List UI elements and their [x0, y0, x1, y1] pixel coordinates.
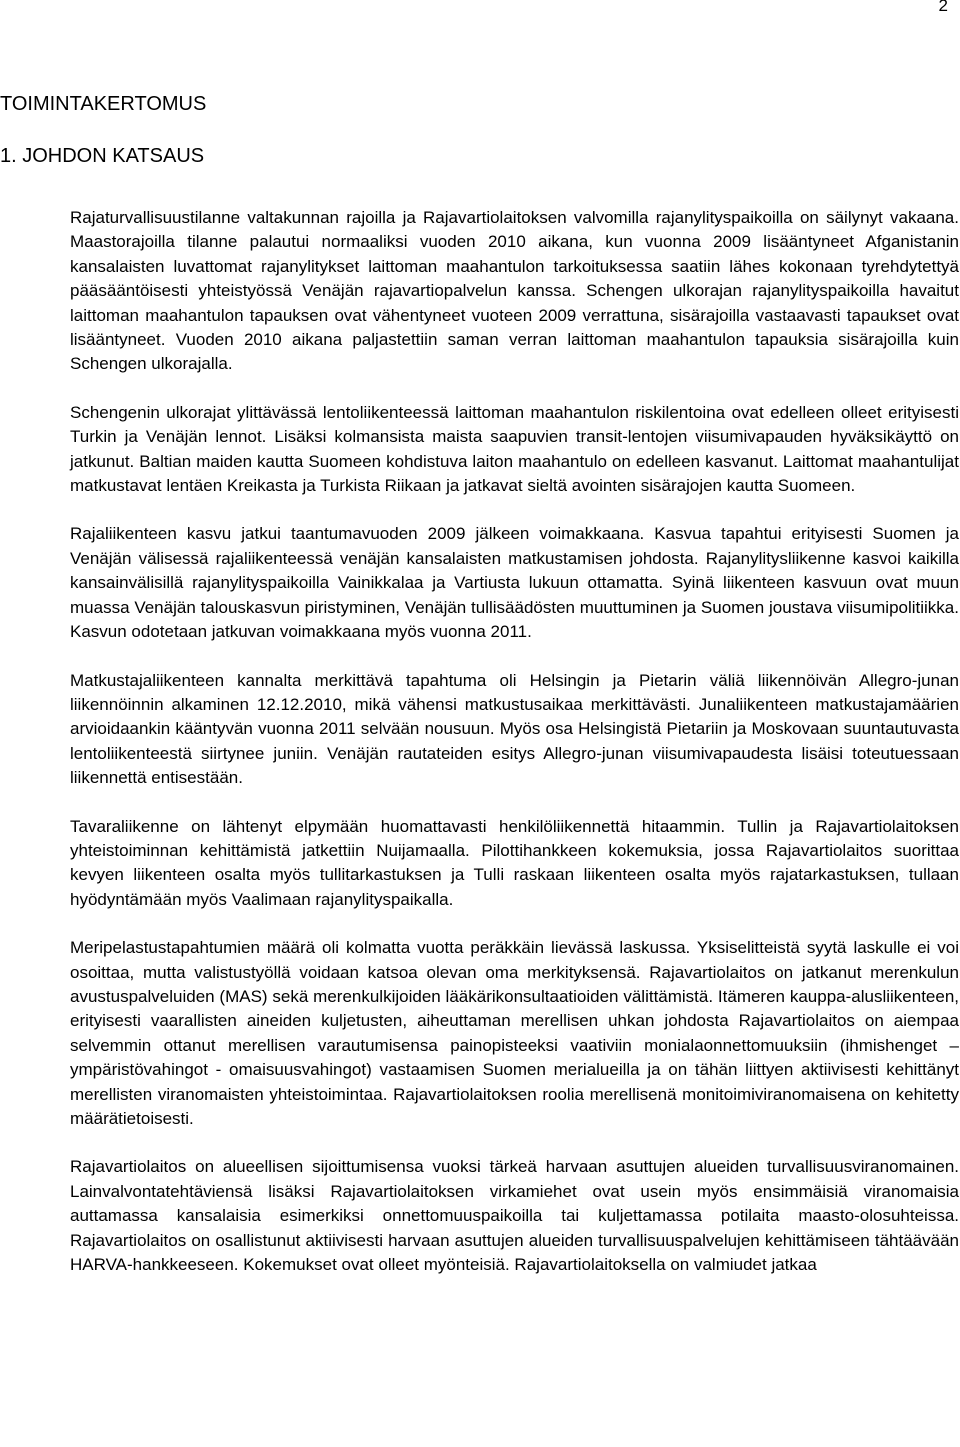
document-title: TOIMINTAKERTOMUS	[0, 93, 207, 115]
paragraph-security-situation: Rajaturvallisuustilanne valtakunnan rajoilla ja Rajavartiolaitoksen valvomilla rajanylityspaikoilla on säilynyt vakaana. Maastorajoilla tilanne palautui normaaliksi vuoden 2010 aikana, kun vuonna 2009 lisääntyneet Afganistanin kansalaisten luvattomat rajanylitykset laittoman maahantulon tarkoituksessa saatiin lähes kokonaan tyrehdytettyä pääsääntöisesti yhteistyössä Venäjän rajavartiopalvelun kanssa. Schengen ulkorajan rajanylityspaikoilla havaitut laittoman maahantulon tapauksen ovat vähentyneet vuoteen 2009 verrattuna, sisärajoilla vastaavasti tapaukset ovat lisääntyneet. Vuoden 2010 aikana paljastettiin saman verran laittoman maahantulon tapauksia sisärajoilla kuin Schengen ulkorajalla.	[70, 208, 959, 374]
section-heading: 1. JOHDON KATSAUS	[0, 145, 205, 167]
paragraph-regional-security: Rajavartiolaitos on alueellisen sijoittumisensa vuoksi tärkeä harvaan asuttujen alueiden turvallisuusviranomainen. Lainvalvontatehtäviensä lisäksi Rajavartiolaitoksen virkamiehet ovat usein myös ensimmäisiä viranomaisia auttamassa kansalaisia esimerkiksi onnettomuuspaikoilla tai kuljettamassa potilaita maasto-olosuhteissa. Rajavartiolaitos on osallistunut aktiivisesti harvaan asuttujen alueiden turvallisuuspalvelujen kehittämiseen tähtäävään HARVA-hankkeeseen. Kokemukset ovat olleet myönteisiä. Rajavartiolaitoksella on valmiudet jatkaa	[70, 1157, 959, 1275]
page-number: 2	[938, 0, 948, 15]
paragraph-air-traffic-risks: Schengenin ulkorajat ylittävässä lentoliikenteessä laittoman maahantulon riskilentoina ovat edelleen olleet erityisesti Turkin ja Venäjän lennot. Lisäksi kolmansista maista saapuvien transit-lentojen viisumivapauden hyväksikäyttö on jatkunut. Baltian maiden kautta Suomeen kohdistuva laiton maahantulo on edelleen kasvanut. Laittomat maahantulijat matkustavat lentäen Kreikasta ja Turkista Riikaan ja jatkavat sieltä avointen sisärajojen kautta Suomeen.	[70, 402, 959, 496]
paragraph-maritime-rescue: Meripelastustapahtumien määrä oli kolmatta vuotta peräkkäin lievässä laskussa. Yksiselitteistä syytä laskulle ei voi osoittaa, mutta valistustyöllä voidaan katsoa olevan oma merkityksensä. Rajavartiolaitos on jatkanut merenkulun avustuspalveluiden (MAS) sekä merenkulkijoiden lääkärikonsultaatioiden välittämistä. Itämeren kauppa-alusliikenteen, erityisesti vaarallisten aineiden kuljetusten, aiheuttaman merellisen uhkan johdosta Rajavartiolaitos on aiempaa selvemmin ottanut merellisen varautumisensa painopisteeksi vaativiin monialaonnettomuuksiin (ihmishenget – ympäristövahingot - omaisuusvahingot) vastaamisen Suomen merialueilla ja on tähän liittyen aktiivisesti kehittänyt merellisten viranomaisten yhteistoimintaa. Rajavartiolaitoksen roolia merellisenä monitoimiviranomaisena on kehitetty määrätietoisesti.	[70, 938, 959, 1128]
body-text	[70, 206, 959, 1301]
paragraph-freight-traffic: Tavaraliikenne on lähtenyt elpymään huomattavasti henkilöliikennettä hitaammin. Tullin ja Rajavartiolaitoksen yhteistoiminnan kehittämistä jatkettiin Nuijamaalla. Pilottihankkeen kokemuksia, jossa Rajavartiolaitos suorittaa kevyen liikenteen osalta myös tullitarkastuksen ja Tulli raskaan liikenteen osalta myös rajatarkastuksen, tullaan hyödyntämään myös Vaalimaan rajanylityspaikalla.	[70, 816, 959, 909]
paragraph-allegro-train: Matkustajaliikenteen kannalta merkittävä tapahtuma oli Helsingin ja Pietarin väliä liikennöivän Allegro-junan liikennöinnin alkaminen 12.12.2010, mikä vähensi matkustusaikaa merkittävästi. Junaliikenteen matkustajamäärien arvioidaankin kääntyvän vuonna 2011 selvään nousuun. Myös osa Helsingistä Pietariin ja Moskovaan suuntautuvasta lentoliikenteestä siirtynee juniin. Venäjän rautateiden esitys Allegro-junan viisumivapaudesta lisäisi toteutuessaan liikennettä entisestään.	[70, 670, 959, 788]
paragraph-border-traffic-growth: Rajaliikenteen kasvu jatkui taantumavuoden 2009 jälkeen voimakkaana. Kasvua tapahtui erityisesti Suomen ja Venäjän välisessä rajaliikenteessä venäjän kansalaisten matkustamisen johdosta. Rajanylitysliikenne kasvoi kaikilla kansainvälisillä rajanylityspaikoilla Vainikkalaa ja Vartiusta lukuun ottamatta. Syinä liikenteen kasvuun ovat muun muassa Venäjän talouskasvun piristyminen, Venäjän tullisäädösten muuttuminen ja Suomen joustava viisumipolitiikka. Kasvun odotetaan jatkuvan voimakkaana myös vuonna 2011.	[70, 524, 959, 642]
